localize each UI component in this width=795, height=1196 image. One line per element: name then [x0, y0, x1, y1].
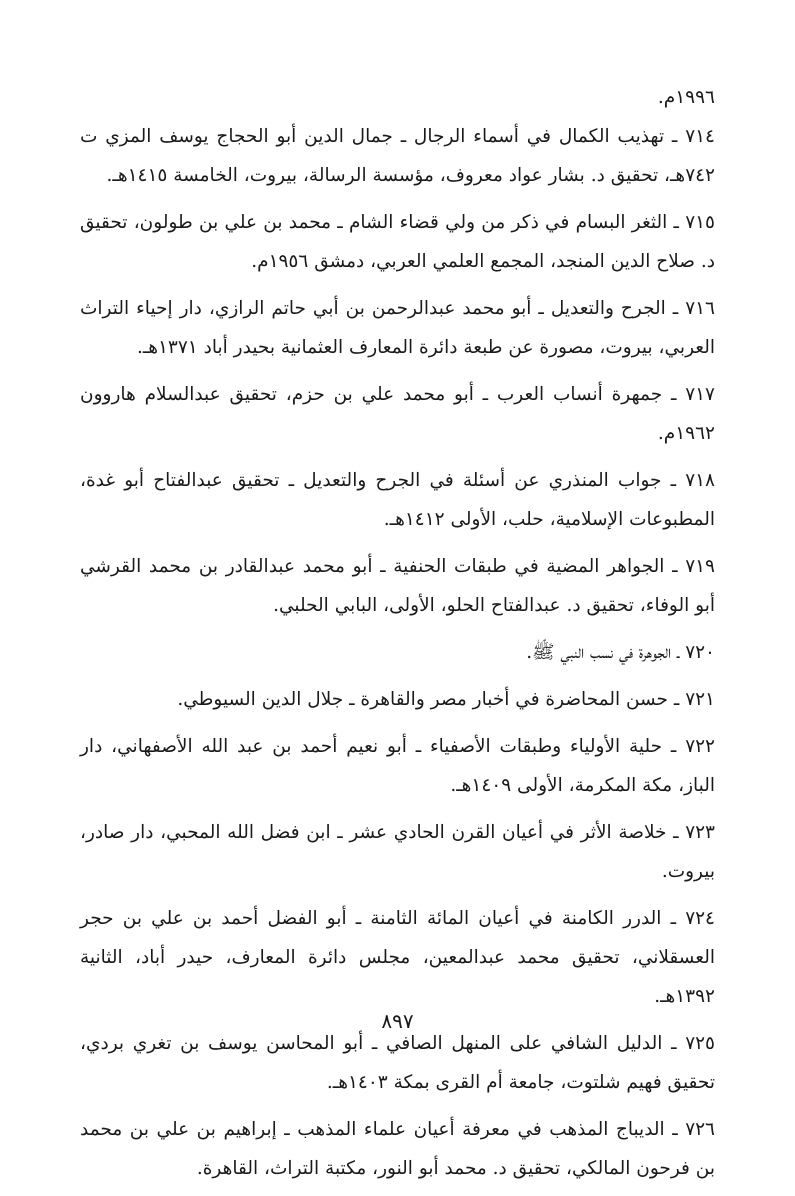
continuation-line: ١٩٩٦م. [657, 87, 715, 108]
entry-text: ٧١٧ ـ جمهرة أنساب العرب ـ أبو محمد علي بن حزم، تحقيق عبدالسلام هاروون ١٩٦٢م. [80, 384, 715, 444]
bibliography-entry-725 [80, 1024, 715, 1102]
bibliography-entry-714 [80, 117, 715, 195]
entry-text: ٧١٤ ـ تهذيب الكمال في أسماء الرجال ـ جمال الدين أبو الحجاج يوسف المزي ت ٧٤٢هـ، تحقيق د. بشار عواد معروف، مؤسسة الرسالة، بيروت، الخامسة ١٤١٥هـ. [80, 126, 715, 186]
bibliography-entry-719 [80, 547, 715, 625]
entry-text: ٧٢٥ ـ الدليل الشافي على المنهل الصافي ـ أبو المحاسن يوسف بن تغري بردي، تحقيق فهيم شلتوت، جامعة أم القرى بمكة ١٤٠٣هـ. [80, 1033, 715, 1093]
bibliography-entry-723 [80, 813, 715, 891]
bibliography-entry-717 [80, 375, 715, 453]
entry-text: ٧١٨ ـ جواب المنذري عن أسئلة في الجرح والتعديل ـ تحقيق عبدالفتاح أبو غدة، المطبوعات الإسلامية، حلب، الأولى ١٤١٢هـ. [80, 470, 715, 530]
page-number: ٨٩٧ [381, 1009, 414, 1033]
bibliography-entry-726 [80, 1110, 715, 1188]
entry-text: ٧١٥ ـ الثغر البسام في ذكر من ولي قضاء الشام ـ محمد بن علي بن طولون، تحقيق د. صلاح الدين المنجد، المجمع العلمي العربي، دمشق ١٩٥٦م. [80, 212, 715, 272]
bibliography-entry-721 [80, 680, 715, 719]
entry-text: ٧٢٢ ـ حلية الأولياء وطبقات الأصفياء ـ أبو نعيم أحمد بن عبد الله الأصفهاني، دار الباز، مكة المكرمة، الأولى ١٤٠٩هـ. [80, 736, 715, 796]
bibliography-entry-718 [80, 461, 715, 539]
entry-text: ٧٢١ ـ حسن المحاضرة في أخبار مصر والقاهرة ـ جلال الدين السيوطي. [177, 689, 715, 710]
entry-text: ٧٢٠ ـ الجوهرة في نسب النبي ﷺ. [526, 642, 715, 663]
bibliography-entry-715 [80, 203, 715, 281]
bibliography-entry-722 [80, 727, 715, 805]
bibliography-entry-720 [80, 633, 715, 672]
bibliography-entry-724 [80, 899, 715, 1016]
entry-text: ٧٢٤ ـ الدرر الكامنة في أعيان المائة الثامنة ـ أبو الفضل أحمد بن علي بن حجر العسقلاني، تحقيق محمد عبدالمعين، مجلس دائرة المعارف، حيدر أباد، الثانية ١٣٩٢هـ. [80, 908, 715, 1007]
entry-text: ٧٢٣ ـ خلاصة الأثر في أعيان القرن الحادي عشر ـ ابن فضل الله المحبي، دار صادر، بيروت. [80, 822, 715, 882]
entry-text: ٧١٦ ـ الجرح والتعديل ـ أبو محمد عبدالرحمن بن أبي حاتم الرازي، دار إحياء التراث العربي، بيروت، مصورة عن طبعة دائرة المعارف العثمانية بحيدر أباد ١٣٧١هـ. [80, 298, 715, 358]
entry-text: ٧٢٦ ـ الديباج المذهب في معرفة أعيان علماء المذهب ـ إبراهيم بن علي بن محمد بن فرحون المالكي، تحقيق د. محمد أبو النور، مكتبة التراث، القاهرة. [80, 1119, 715, 1179]
bibliography-entry-716 [80, 289, 715, 367]
entry-text: ٧١٩ ـ الجواهر المضية في طبقات الحنفية ـ أبو محمد عبدالقادر بن محمد القرشي أبو الوفاء، تحقيق د. عبدالفتاح الحلو، الأولى، البابي الحلبي. [80, 556, 715, 616]
